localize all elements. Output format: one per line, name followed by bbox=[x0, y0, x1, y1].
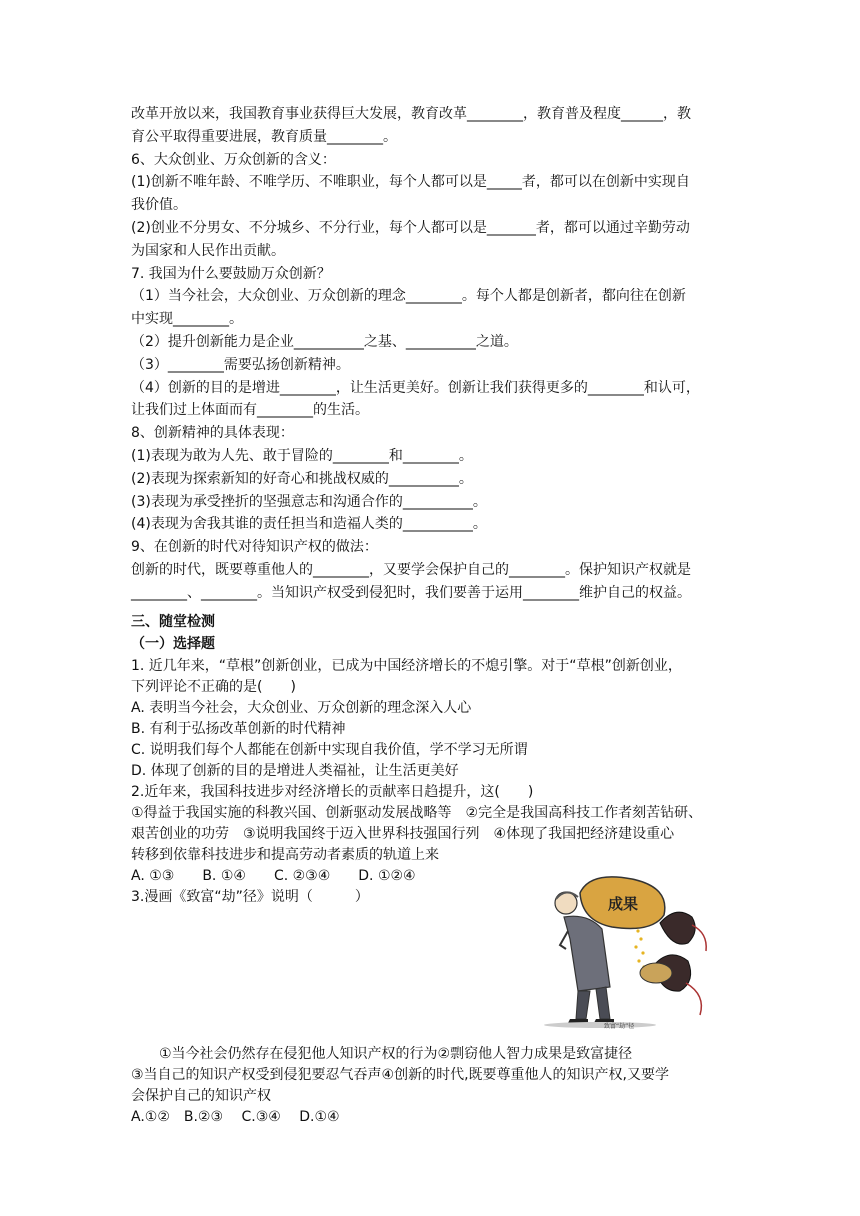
text-line: (1)创新不唯年龄、不唯学历、不唯职业，每个人都可以是_____者，都可以在创新中实现自 bbox=[131, 174, 690, 191]
text-line: 让我们过上体面而有________的生活。 bbox=[131, 402, 369, 419]
text-line: 我价值。 bbox=[131, 197, 187, 214]
cartoon-illustration bbox=[520, 869, 716, 1029]
text-line: （2）提升创新能力是企业__________之基、__________之道。 bbox=[131, 333, 518, 350]
text-line: 改革开放以来，我国教育事业获得巨大发展，教育改革________，教育普及程度______，教 bbox=[131, 106, 691, 122]
text-line: ________、________。当知识产权受到侵犯时，我们要善于运用________维护自己的权益。 bbox=[131, 584, 691, 601]
question-line: 3.漫画《致富“劫”径》说明（ ） bbox=[131, 889, 369, 906]
text-line: （3）________需要弘扬创新精神。 bbox=[131, 356, 350, 373]
text-line: （1）当今社会，大众创业、万众创新的理念________。每个人都是创新者，都向往在创新 bbox=[131, 288, 686, 305]
text-line: (2)表现为探索新知的好奇心和挑战权威的__________。 bbox=[131, 470, 473, 487]
q3-statement-line: ①当今社会仍然存在侵犯他人知识产权的行为②剽窃他人智力成果是致富捷径 bbox=[131, 1046, 633, 1063]
text-line: 中实现________。 bbox=[131, 311, 243, 328]
text-line: 为国家和人民作出贡献。 bbox=[131, 242, 285, 259]
question-line: 2.近年来，我国科技进步对经济增长的贡献率日趋提升，这( ) bbox=[131, 784, 534, 801]
option-line: C. 说明我们每个人都能在创新中实现自我价值，学不学习无所谓 bbox=[131, 742, 528, 759]
text-line: (4)表现为舍我其谁的责任担当和造福人类的__________。 bbox=[131, 516, 487, 533]
option-line: A. ①③ B. ①④ C. ②③④ D. ①②④ bbox=[131, 868, 416, 885]
question-line: ①得益于我国实施的科教兴国、创新驱动发展战略等 ②完全是我国高科技工作者刻苦钻研、 bbox=[131, 805, 703, 822]
cartoon-icon bbox=[520, 869, 716, 1029]
option-line: D. 体现了创新的目的是增进人类福祉，让生活更美好 bbox=[131, 763, 459, 780]
text-line: （4）创新的目的是增进________，让生活更美好。创新让我们获得更多的________和认可， bbox=[131, 379, 700, 396]
text-line: 创新的时代，既要尊重他人的________，又要学会保护自己的________。保护知识产权就是 bbox=[131, 561, 691, 578]
text-line: 8、创新精神的具体表现： bbox=[131, 425, 294, 442]
bag-label: 成果 bbox=[608, 895, 639, 913]
question-line: 下列评论不正确的是( ) bbox=[131, 679, 296, 696]
question-line: 1. 近几年来，“草根”创新创业，已成为中国经济增长的不熄引擎。对于“草根”创新创业， bbox=[131, 658, 682, 675]
question-line: 转移到依靠科技进步和提高劳动者素质的轨道上来 bbox=[131, 847, 439, 864]
q3-options-line: A.①② B.②③ C.③④ D.①④ bbox=[131, 1109, 340, 1126]
q3-statement-line: ③当自己的知识产权受到侵犯要忍气吞声④创新的时代,既要尊重他人的知识产权,又要学 bbox=[131, 1067, 669, 1084]
text-line: (3)表现为承受挫折的坚强意志和沟通合作的__________。 bbox=[131, 493, 487, 510]
text-line: (2)创业不分男女、不分城乡、不分行业，每个人都可以是_______者，都可以通过辛勤劳动 bbox=[131, 219, 690, 236]
sub-title: （一）选择题 bbox=[131, 636, 215, 653]
text-line: 9、在创新的时代对待知识产权的做法： bbox=[131, 539, 378, 556]
cartoon-caption: 致富“劫”径 bbox=[604, 1023, 635, 1029]
text-line: (1)表现为敢为人先、敢于冒险的________和________。 bbox=[131, 447, 473, 464]
section-title: 三、随堂检测 bbox=[131, 613, 215, 630]
question-line: 艰苦创业的功劳 ③说明我国终于迈入世界科技强国行列 ④体现了我国把经济建设重心 bbox=[131, 826, 675, 843]
option-line: B. 有利于弘扬改革创新的时代精神 bbox=[131, 721, 346, 738]
text-line: 6、大众创业、万众创新的含义： bbox=[131, 151, 336, 168]
text-line: 7. 我国为什么要鼓励万众创新？ bbox=[131, 265, 331, 282]
option-line: A. 表明当今社会，大众创业、万众创新的理念深入人心 bbox=[131, 700, 472, 717]
q3-statement-line: 会保护自己的知识产权 bbox=[131, 1088, 271, 1105]
text-line: 育公平取得重要进展，教育质量________。 bbox=[131, 128, 397, 145]
